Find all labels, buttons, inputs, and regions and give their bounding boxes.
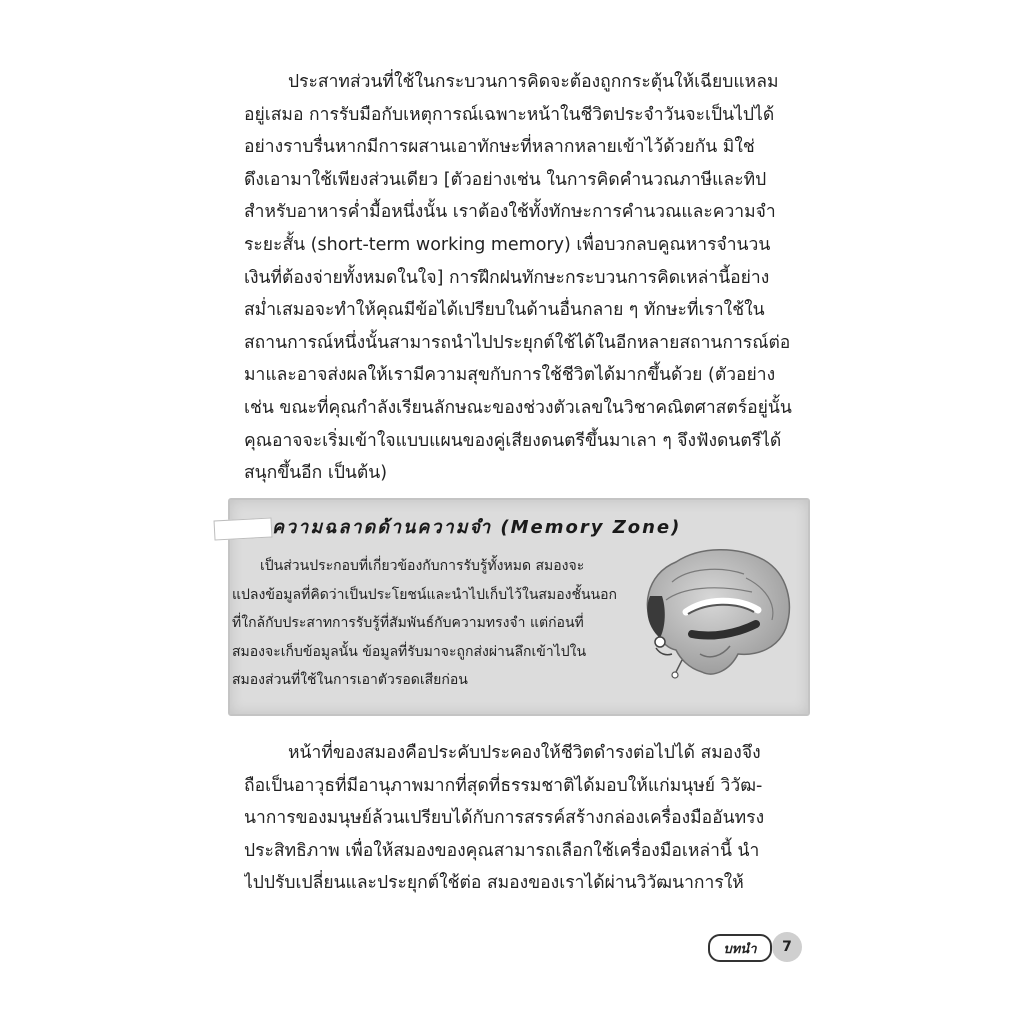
paragraph-line: สำหรับอาหารค่ำมื้อหนึ่งนั้น เราต้องใช้ทั้งทักษะการคำนวณและความจำ — [244, 202, 776, 223]
callout-line: ที่ใกล้กับประสาทการรับรู้ที่สัมพันธ์กับความทรงจำ แต่ก่อนที่ — [232, 615, 584, 632]
paragraph-line: ไปปรับเปลี่ยนและประยุกต์ใช้ต่อ สมองของเราได้ผ่านวิวัฒนาการให้ — [244, 873, 744, 894]
page-number: 7 — [772, 932, 802, 962]
paragraph-line: อย่างราบรื่นหากมีการผสานเอาทักษะที่หลากหลายเข้าไว้ด้วยกัน มิใช่ — [244, 137, 755, 158]
paragraph-line: มาและอาจส่งผลให้เรามีความสุขกับการใช้ชีวิตได้มากขึ้นด้วย (ตัวอย่าง — [244, 365, 776, 386]
body-paragraph-1 — [244, 66, 792, 490]
paragraph-line: ประสาทส่วนที่ใช้ในกระบวนการคิดจะต้องถูกกระตุ้นให้เฉียบแหลม — [288, 72, 779, 92]
brain-cross-section-icon — [626, 538, 798, 690]
paragraph-line: สนุกขึ้นอีก เป็นต้น) — [244, 463, 388, 484]
paragraph-line: ดึงเอามาใช้เพียงส่วนเดียว [ตัวอย่างเช่น ในการคิดคำนวณภาษีและทิป — [244, 169, 767, 190]
callout-line: เป็นส่วนประกอบที่เกี่ยวข้องกับการรับรู้ทั้งหมด สมองจะ — [260, 558, 585, 574]
paragraph-line: ระยะสั้น (short-term working memory) เพื่อบวกลบคูณหารจำนวน — [244, 234, 771, 255]
body-paragraph-2 — [244, 737, 792, 900]
paragraph-line: สถานการณ์หนึ่งนั้นสามารถนำไปประยุกต์ใช้ได้ในอีกหลายสถานการณ์ต่อ — [244, 332, 791, 353]
paragraph-line: หน้าที่ของสมองคือประคับประคองให้ชีวิตดำรงต่อไปได้ สมองจึง — [288, 743, 761, 763]
paragraph-line: สม่ำเสมอจะทำให้คุณมีข้อได้เปรียบในด้านอื่นกลาย ๆ ทักษะที่เราใช้ใน — [244, 300, 765, 321]
paragraph-line: คุณอาจจะเริ่มเข้าใจแบบแผนของคู่เสียงดนตรีขึ้นมาเลา ๆ จึงฟังดนตรีได้ — [244, 430, 782, 451]
memory-zone-text — [232, 552, 618, 695]
memory-zone-title: ความฉลาดด้านความจำ (Memory Zone) — [272, 517, 682, 538]
paragraph-line: ประสิทธิภาพ เพื่อให้สมองของคุณสามารถเลือกใช้เครื่องมือเหล่านี้ นำ — [244, 840, 760, 861]
callout-line: สมองจะเก็บข้อมูลนั้น ข้อมูลที่รับมาจะถูกส่งผ่านลึกเข้าไปใน — [232, 643, 587, 660]
callout-line: สมองส่วนที่ใช้ในการเอาตัวรอดเสียก่อน — [232, 672, 468, 689]
paper-tab-decoration — [214, 517, 273, 540]
paragraph-line: นาการของมนุษย์ล้วนเปรียบได้กับการสรรค์สร้างกล่องเครื่องมืออันทรง — [244, 808, 765, 829]
section-label-badge: บทนำ — [708, 934, 772, 962]
callout-line: แปลงข้อมูลที่คิดว่าเป็นประโยชน์และนำไปเก็บไว้ในสมองชั้นนอก — [232, 586, 617, 603]
paragraph-line: อยู่เสมอ การรับมือกับเหตุการณ์เฉพาะหน้าในชีวิตประจำวันจะเป็นไปได้ — [244, 104, 775, 125]
paragraph-line: เช่น ขณะที่คุณกำลังเรียนลักษณะของช่วงตัวเลขในวิชาคณิตศาสตร์อยู่นั้น — [244, 397, 792, 418]
paragraph-line: เงินที่ต้องจ่ายทั้งหมดในใจ] การฝึกฝนทักษะกระบวนการคิดเหล่านี้อย่าง — [244, 267, 770, 288]
paragraph-line: ถือเป็นอาวุธที่มีอานุภาพมากที่สุดที่ธรรมชาติได้มอบให้แก่มนุษย์ วิวัฒ- — [244, 775, 763, 796]
